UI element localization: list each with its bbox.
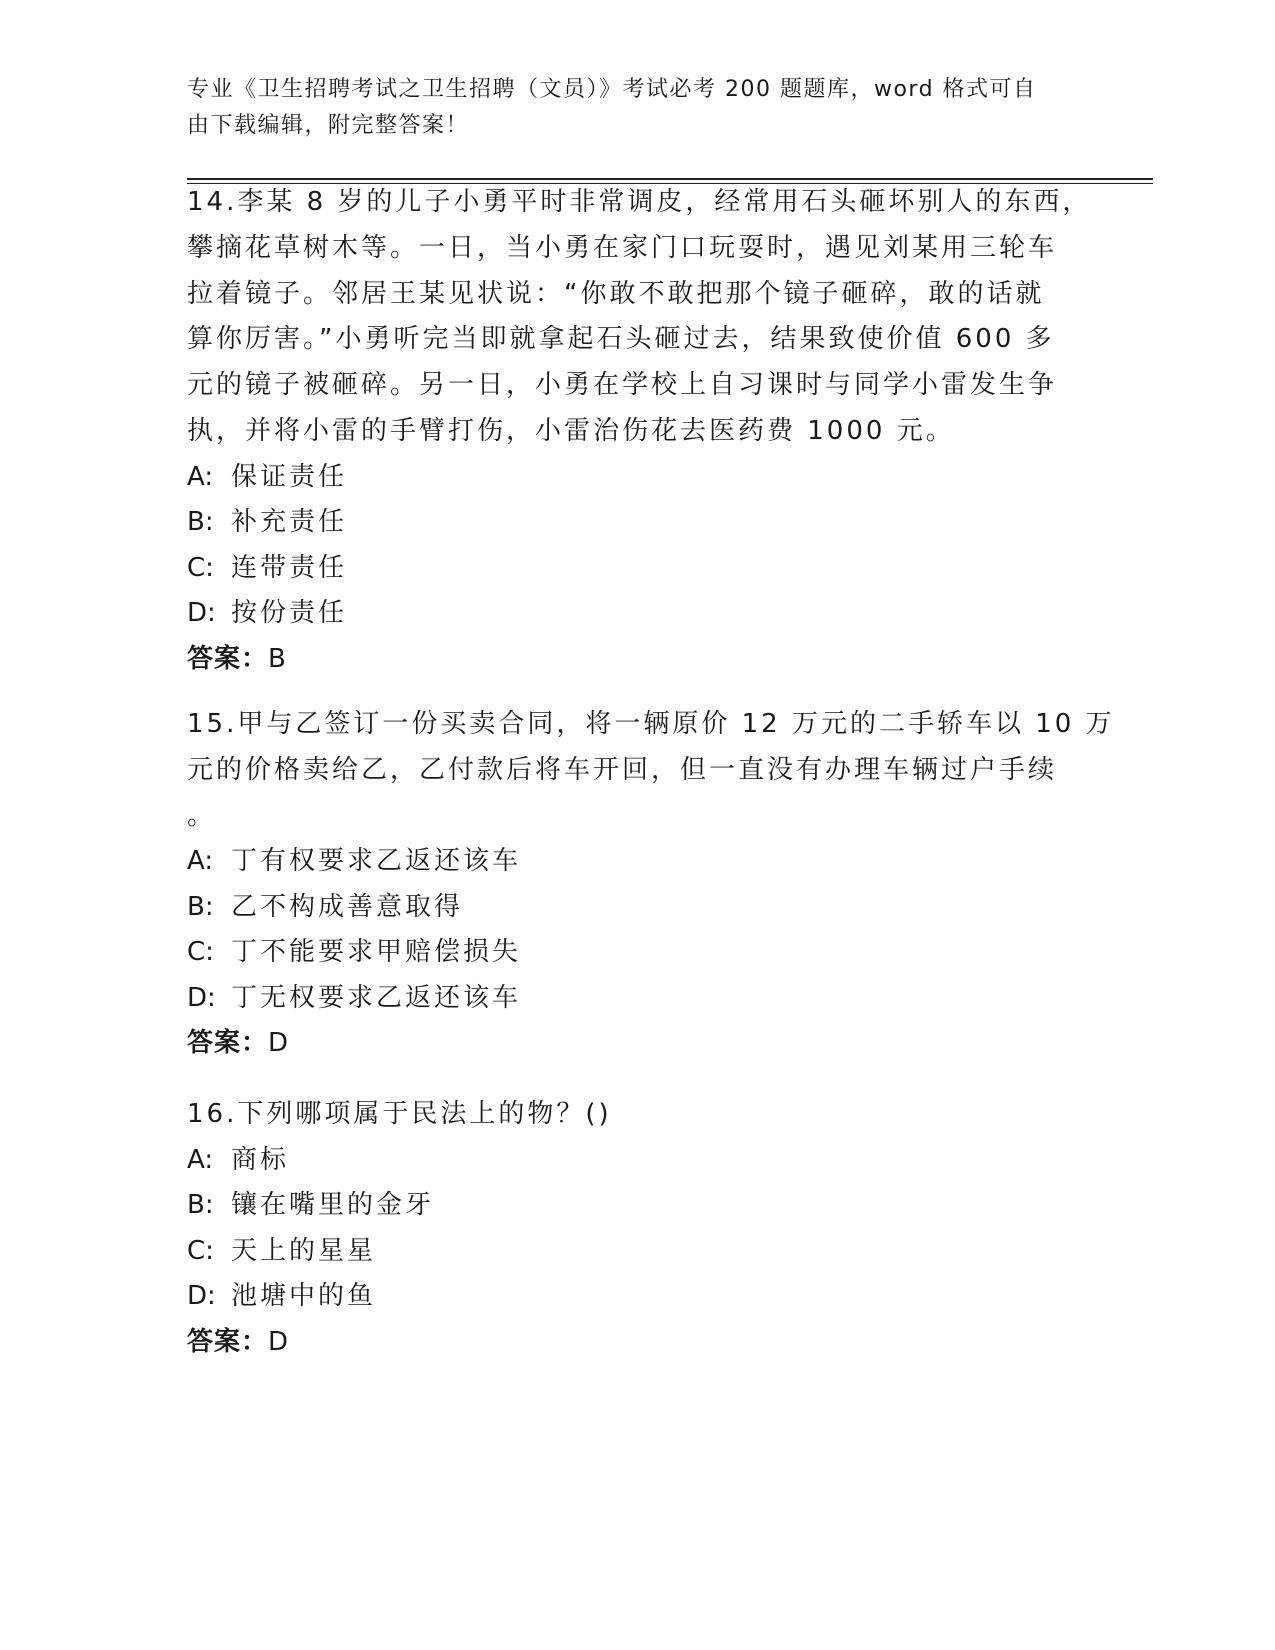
question-stem (187, 702, 1115, 839)
option-key: D: (187, 598, 216, 629)
option-d (187, 591, 1067, 637)
question-line: 。 (187, 800, 217, 831)
answer-label: 答案： (187, 1028, 269, 1059)
question-line: 16.下列哪项属于民法上的物？() (187, 1099, 612, 1129)
header-line-2: 由下载编辑，附完整答案！ (187, 113, 470, 138)
option-a (187, 1138, 1067, 1184)
option-text: 丁无权要求乙返还该车 (231, 982, 522, 1013)
option-key: C: (187, 1235, 214, 1266)
question-line: 攀摘花草树木等。一日，当小勇在家门口玩耍时，遇见刘某用三轮车 (187, 232, 1058, 263)
answer-value: B (268, 643, 287, 674)
answer-value: D (268, 1326, 290, 1357)
option-c (187, 930, 1067, 976)
option-key: B: (187, 1190, 214, 1221)
option-text: 乙不构成善意取得 (231, 891, 464, 922)
question-line: 14.李某 8 岁的儿子小勇平时非常调皮，经常用石头砸坏别人的东西， (187, 187, 1092, 217)
option-key: B: (187, 891, 214, 922)
question-stem (187, 1092, 1067, 1138)
option-text: 天上的星星 (231, 1235, 377, 1266)
answer-label: 答案： (187, 643, 269, 674)
answer-line (187, 1021, 1067, 1066)
option-key: B: (187, 507, 214, 538)
option-d (187, 1274, 1067, 1320)
answer-value: D (268, 1028, 290, 1059)
option-text: 补充责任 (231, 507, 348, 538)
option-key: D: (187, 982, 216, 1013)
option-key: D: (187, 1281, 216, 1312)
option-b (187, 500, 1067, 546)
question-line: 元的价格卖给乙，乙付款后将车开回，但一直没有办理车辆过户手续 (187, 754, 1058, 785)
option-key: A: (187, 846, 214, 877)
option-c (187, 1229, 1067, 1275)
answer-line (187, 1320, 1067, 1365)
question-line: 元的镜子被砸碎。另一日，小勇在学校上自习课时与同学小雷发生争 (187, 370, 1058, 401)
option-a (187, 455, 1067, 501)
question-line: 拉着镜子。邻居王某见状说：“你敢不敢把那个镜子砸碎，敢的话就 (187, 278, 1045, 309)
option-key: A: (187, 461, 214, 492)
option-text: 商标 (231, 1144, 290, 1175)
option-key: C: (187, 552, 214, 583)
option-a (187, 839, 1067, 885)
option-c (187, 546, 1067, 592)
option-key: C: (187, 937, 214, 968)
option-text: 连带责任 (231, 552, 348, 583)
option-text: 池塘中的鱼 (231, 1281, 377, 1312)
option-b (187, 1183, 1067, 1229)
header-line-1: 专业《卫生招聘考试之卫生招聘（文员）》考试必考 200 题题库，word 格式可自 (187, 77, 1037, 102)
option-b (187, 885, 1067, 931)
question-line: 15.甲与乙签订一份买卖合同，将一辆原价 12 万元的二手轿车以 10 万 (187, 709, 1115, 739)
question-line: 算你厉害。”小勇听完当即就拿起石头砸过去，结果致使价值 600 多 (187, 324, 1055, 355)
question-14 (187, 180, 1092, 682)
option-text: 保证责任 (231, 461, 348, 492)
question-16 (187, 1092, 1067, 1365)
option-key: A: (187, 1144, 214, 1175)
answer-label: 答案： (187, 1326, 269, 1357)
option-text: 丁不能要求甲赔偿损失 (231, 937, 522, 968)
document-header (187, 72, 1067, 144)
question-15 (187, 702, 1115, 1066)
question-stem (187, 180, 1092, 455)
question-line: 执，并将小雷的手臂打伤，小雷治伤花去医药费 1000 元。 (187, 415, 955, 446)
option-text: 按份责任 (231, 598, 348, 629)
option-d (187, 976, 1067, 1022)
answer-line (187, 637, 1067, 682)
option-text: 镶在嘴里的金牙 (231, 1190, 435, 1221)
option-text: 丁有权要求乙返还该车 (231, 846, 522, 877)
